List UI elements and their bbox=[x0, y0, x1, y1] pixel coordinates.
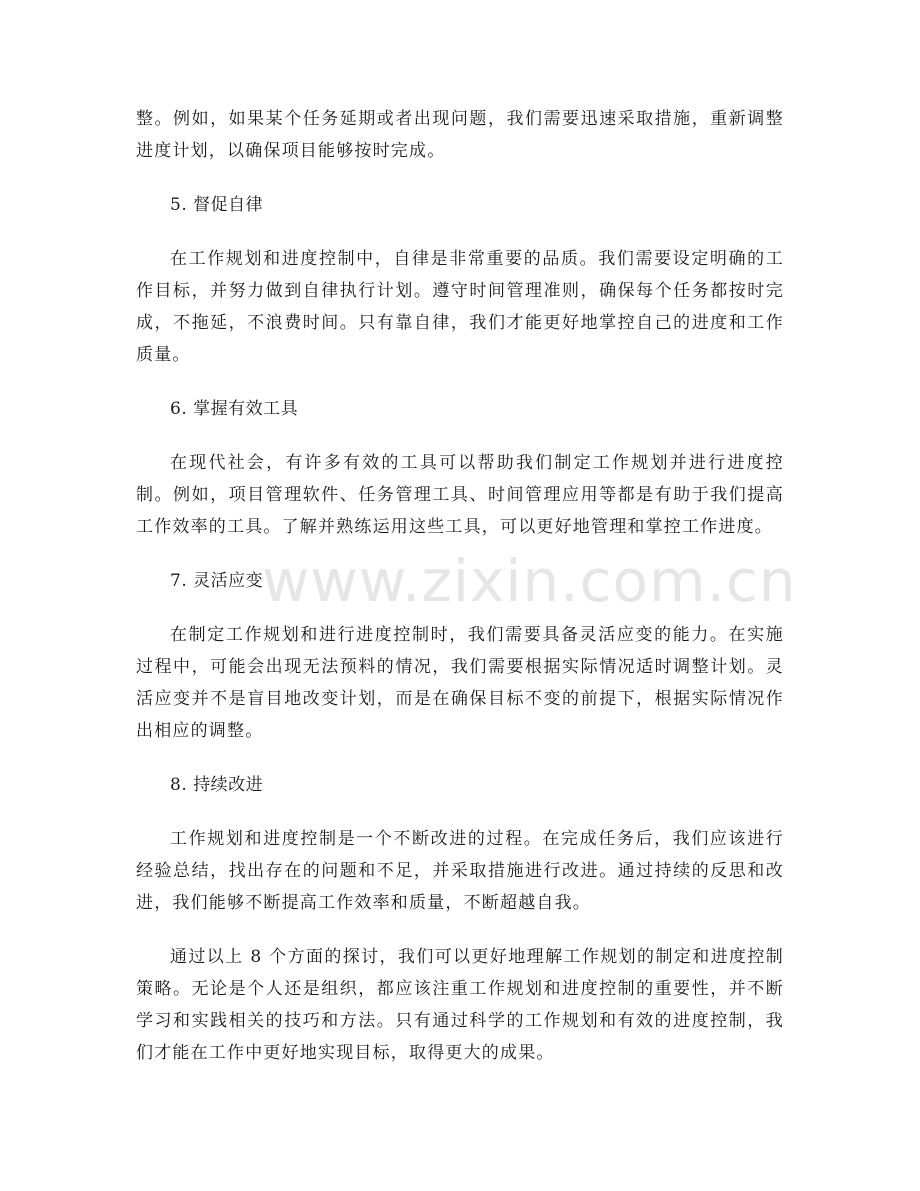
document-body bbox=[136, 103, 784, 1069]
watermark: www.zixin.com.cn bbox=[262, 547, 797, 615]
paragraph-conclusion: 通过以上 8 个方面的探讨，我们可以更好地理解工作规划的制定和进度控制策略。无论是个人还是组织，都应该注重工作规划和进度控制的重要性，并不断学习和实践相关的技巧和方法。只有通过科学的工作规划和有效的进度控制，我们才能在工作中更好地实现目标，取得更大的成果。 bbox=[136, 947, 784, 1063]
paragraph-effective-tools: 在现代社会，有许多有效的工具可以帮助我们制定工作规划并进行进度控制。例如，项目管理软件、任务管理工具、时间管理应用等都是有助于我们提高工作效率的工具。了解并熟练运用这些工具，可以更好地管理和掌控工作进度。 bbox=[136, 453, 784, 537]
section-heading-6: 6. 掌握有效工具 bbox=[170, 399, 299, 419]
section-heading-7: 7. 灵活应变 bbox=[170, 571, 264, 591]
paragraph-self-discipline: 在工作规划和进度控制中，自律是非常重要的品质。我们需要设定明确的工作目标，并努力做到自律执行计划。遵守时间管理准则，确保每个任务都按时完成，不拖延，不浪费时间。只有靠自律，我们才能更好地掌控自己的进度和工作质量。 bbox=[136, 249, 784, 365]
paragraph-continuous-improvement: 工作规划和进度控制是一个不断改进的过程。在完成任务后，我们应该进行经验总结，找出存在的问题和不足，并采取措施进行改进。通过持续的反思和改进，我们能够不断提高工作效率和质量，不断超越自我。 bbox=[136, 829, 784, 913]
paragraph-continuation: 整。例如，如果某个任务延期或者出现问题，我们需要迅速采取措施，重新调整进度计划，以确保项目能够按时完成。 bbox=[136, 109, 784, 161]
section-heading-8: 8. 持续改进 bbox=[170, 775, 264, 795]
paragraph-flexibility: 在制定工作规划和进行进度控制时，我们需要具备灵活应变的能力。在实施过程中，可能会出现无法预料的情况，我们需要根据实际情况适时调整计划。灵活应变并不是盲目地改变计划，而是在确保目标不变的前提下，根据实际情况作出相应的调整。 bbox=[136, 625, 784, 741]
section-heading-5: 5. 督促自律 bbox=[170, 195, 264, 215]
